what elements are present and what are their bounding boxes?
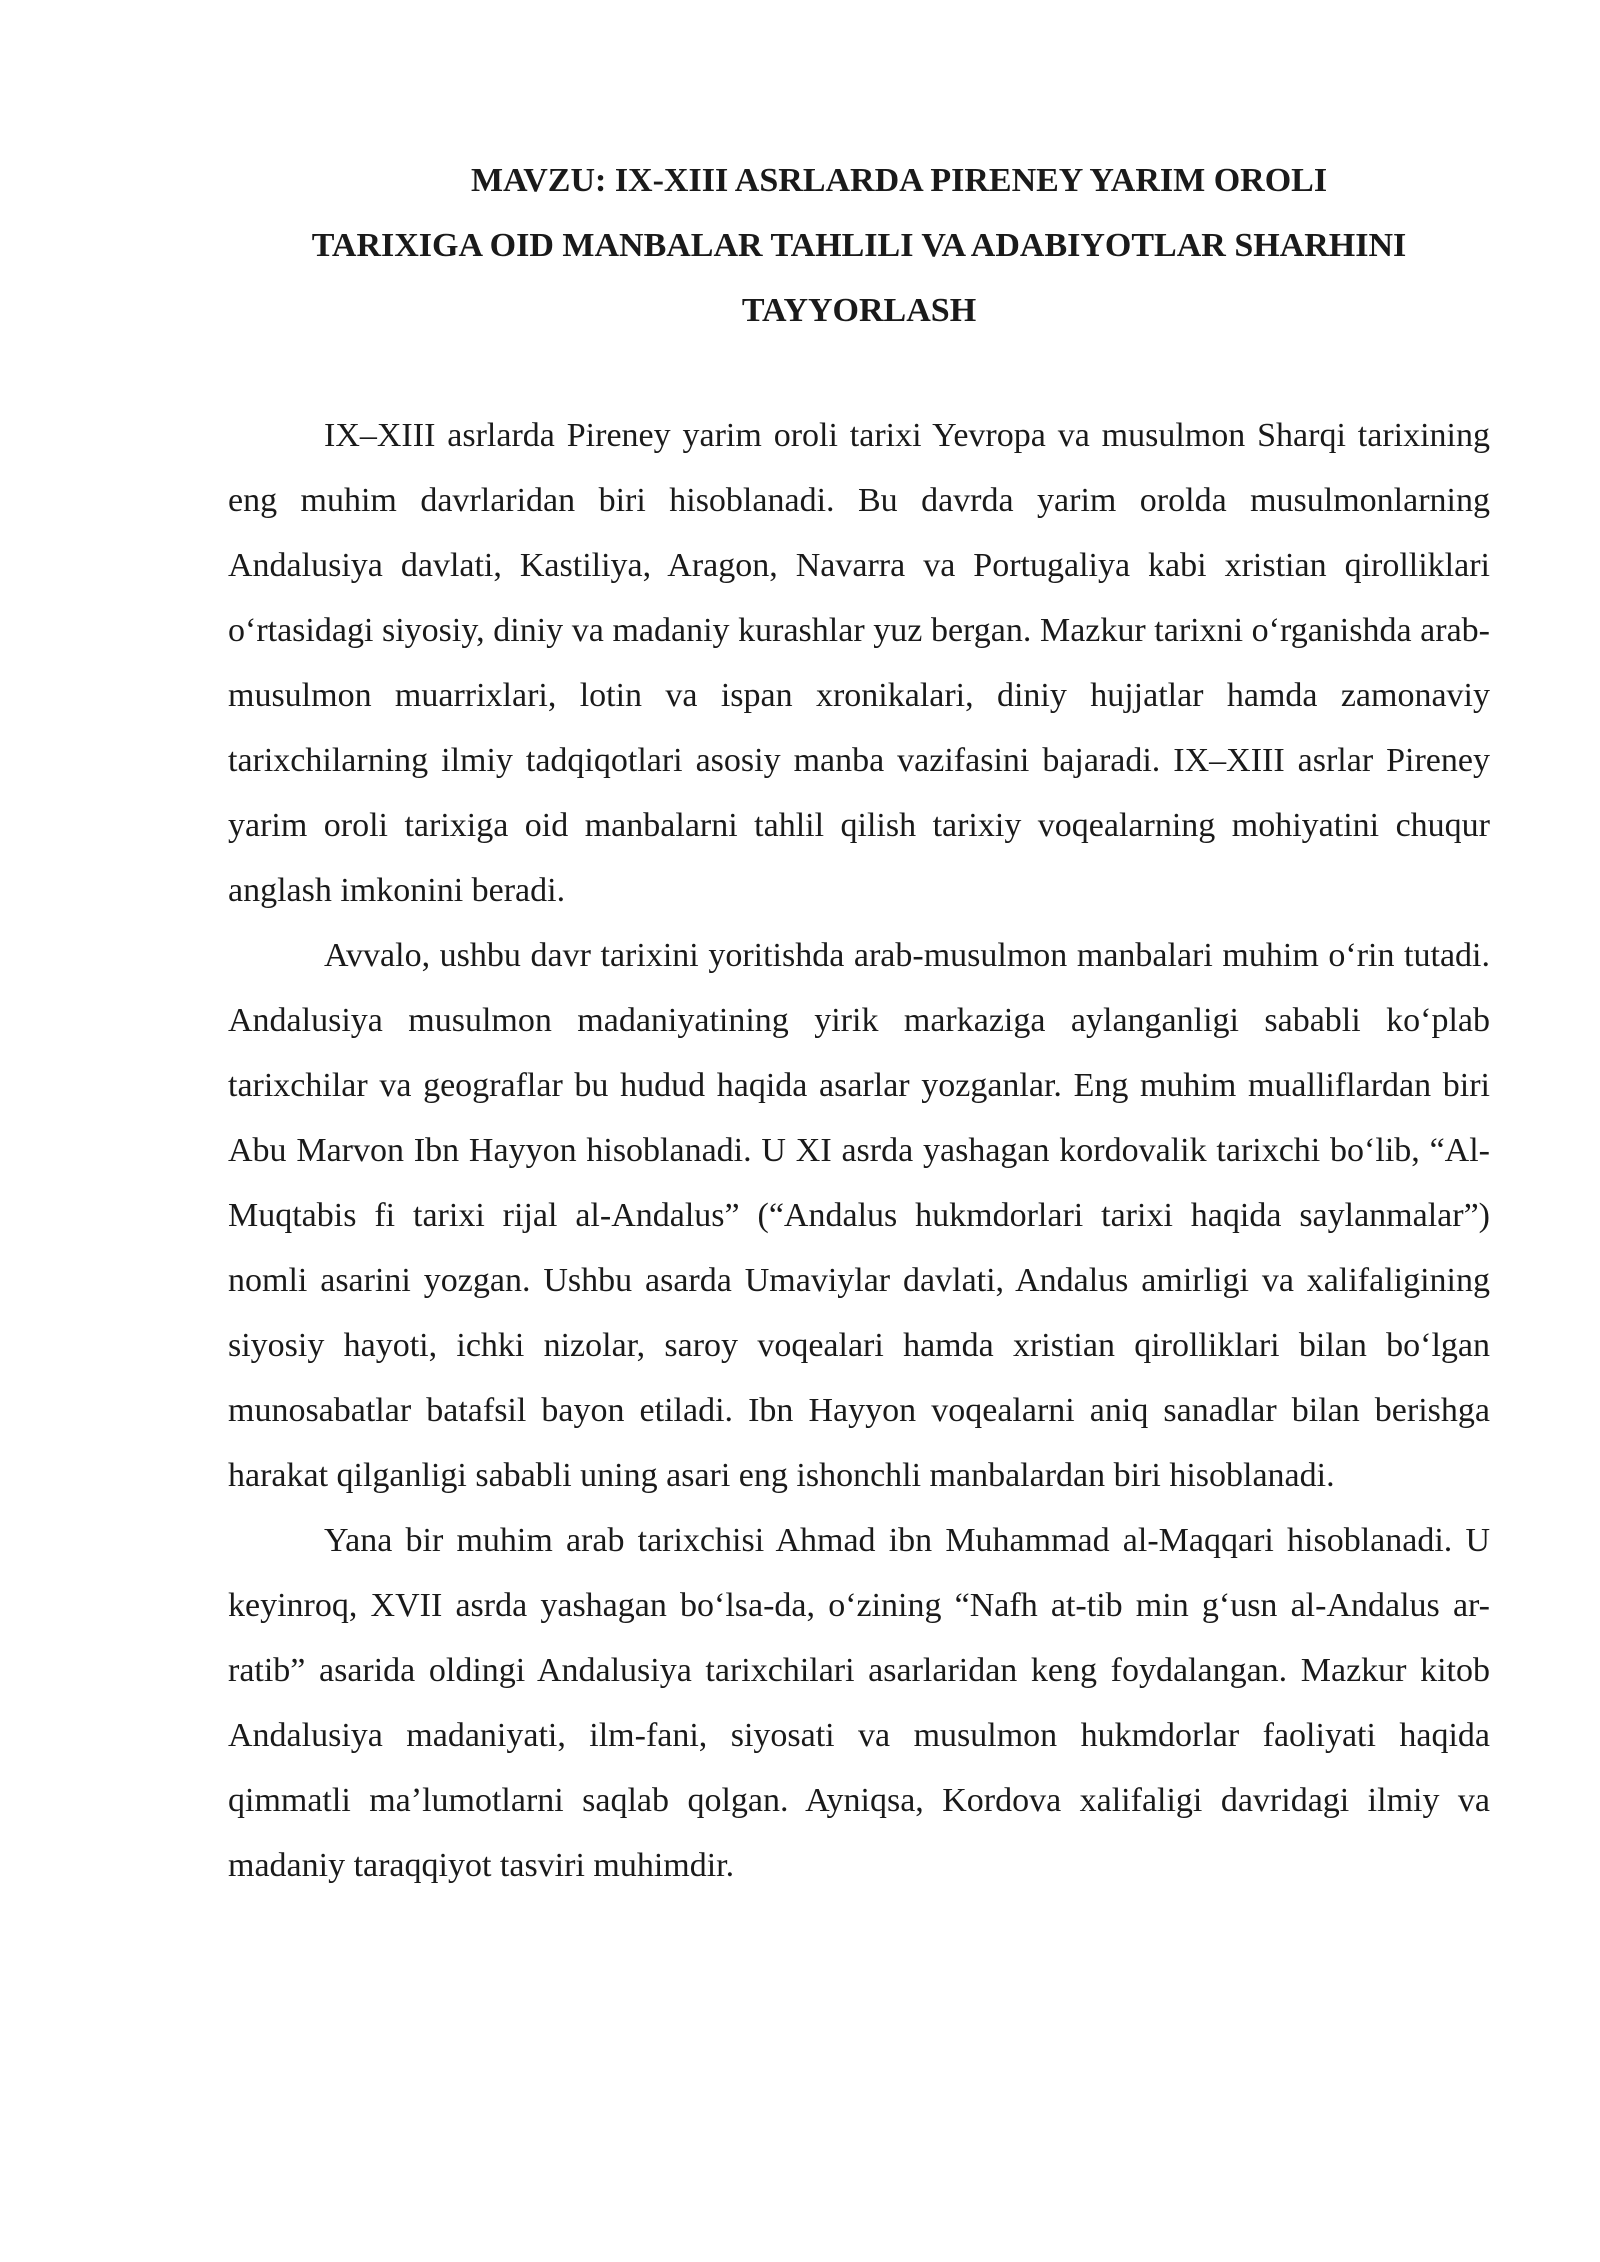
paragraph-2: Avvalo, ushbu davr tarixini yoritishda arab-musulmon manbalari muhim oʻrin tutadi. Andalusiya musulmon madaniyatining yirik markaziga aylanganligi sababli koʻplab tarixchilar va geograflar bu hudud haqida asarlar yozganlar. Eng muhim mualliflardan biri Abu Marvon Ibn Hayyon hisoblanadi. U XI asrda yashagan kordovalik tarixchi boʻlib, “Al-Muqtabis fi tarixi rijal al-Andalus” (“Andalus hukmdorlari tarixi haqida saylanmalar”) nomli asarini yozgan. Ushbu asarda Umaviylar davlati, Andalus amirligi va xalifaligining siyosiy hayoti, ichki nizolar, saroy voqealari hamda xristian qirolliklari bilan boʻlgan munosabatlar batafsil bayon etiladi. Ibn Hayyon voqealarni aniq sanadlar bilan berishga harakat qilganligi sababli uning asari eng ishonchli manbalardan biri hisoblanadi. <box>228 937 1490 1494</box>
document-body <box>228 403 1490 1898</box>
title-line-1: MAVZU: IX-XIII ASRLARDA PIRENEY YARIM OROLI <box>470 162 1328 199</box>
paragraph-3: Yana bir muhim arab tarixchisi Ahmad ibn Muhammad al-Maqqari hisoblanadi. U keyinroq, XVII asrda yashagan boʻlsa-da, oʻzining “Nafh at-tib min gʻusn al-Andalus ar-ratib” asarida oldingi Andalusiya tarixchilari asarlaridan keng foydalangan. Mazkur kitob Andalusiya madaniyati, ilm-fani, siyosati va musulmon hukmdorlar faoliyati haqida qimmatli maʼlumotlarni saqlab qolgan. Ayniqsa, Kordova xalifaligi davridagi ilmiy va madaniy taraqqiyot tasviri muhimdir. <box>228 1522 1490 1884</box>
document-title <box>228 148 1490 343</box>
title-line-2: TARIXIGA OID MANBALAR TAHLILI VA ADABIYOTLAR SHARHINI <box>311 227 1407 264</box>
title-line-3: TAYYORLASH <box>741 292 977 329</box>
paragraph-1: IX–XIII asrlarda Pireney yarim oroli tarixi Yevropa va musulmon Sharqi tarixining eng muhim davrlaridan biri hisoblanadi. Bu davrda yarim orolda musulmonlarning Andalusiya davlati, Kastiliya, Aragon, Navarra va Portugaliya kabi xristian qirolliklari oʻrtasidagi siyosiy, diniy va madaniy kurashlar yuz bergan. Mazkur tarixni oʻrganishda arab-musulmon muarrixlari, lotin va ispan xronikalari, diniy hujjatlar hamda zamonaviy tarixchilarning ilmiy tadqiqotlari asosiy manba vazifasini bajaradi. IX–XIII asrlar Pireney yarim oroli tarixiga oid manbalarni tahlil qilish tarixiy voqealarning mohiyatini chuqur anglash imkonini beradi. <box>228 417 1490 909</box>
